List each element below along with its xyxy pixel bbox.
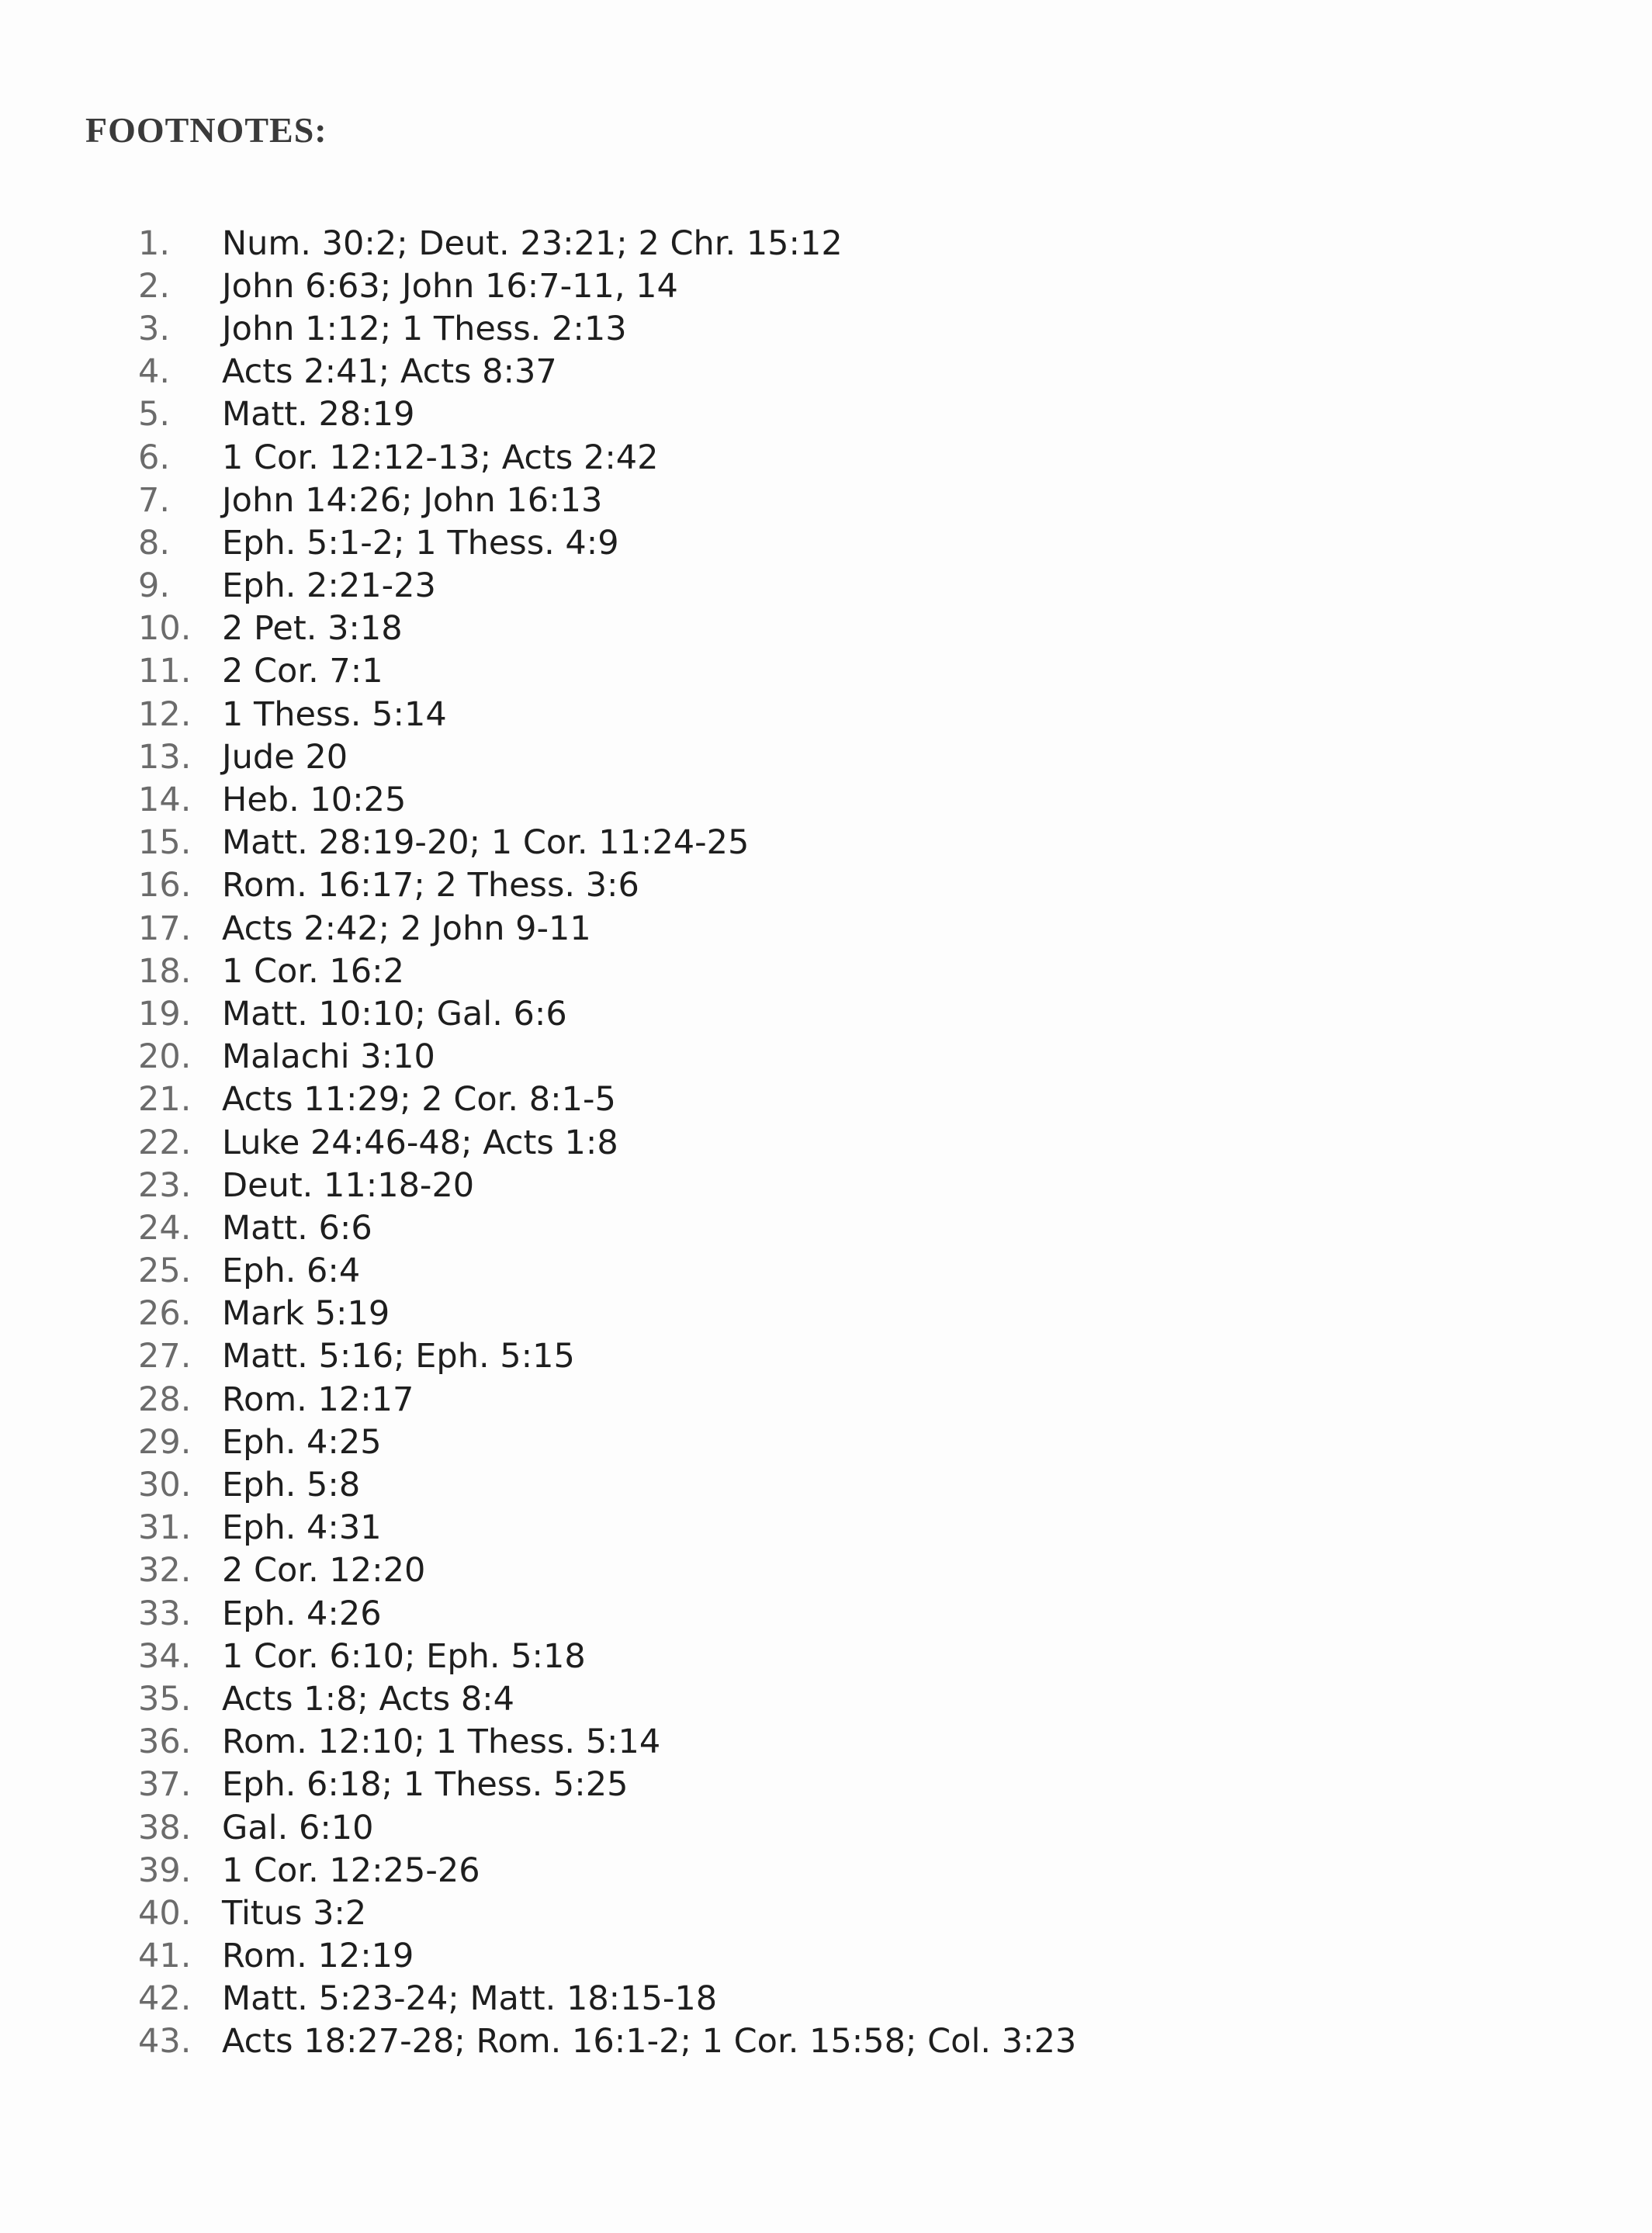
footnote-number: 41.: [138, 1937, 192, 1976]
footnote-number: 10.: [138, 609, 192, 649]
footnote-number: 14.: [138, 781, 192, 820]
footnote-reference: Mark 5:19: [222, 1294, 390, 1334]
footnote-reference: Eph. 5:1-2; 1 Thess. 4:9: [222, 523, 619, 563]
footnote-reference: Acts 18:27-28; Rom. 16:1-2; 1 Cor. 15:58; Col. 3:23: [222, 2022, 1077, 2062]
footnote-reference: Acts 1:8; Acts 8:4: [222, 1679, 515, 1719]
footnote-reference: John 14:26; John 16:13: [222, 480, 603, 520]
footnote-number: 25.: [138, 1252, 192, 1291]
footnote-item: [138, 693, 1076, 736]
footnote-item: [138, 521, 1076, 564]
footnote-item: [138, 778, 1076, 821]
footnote-reference: 1 Cor. 6:10; Eph. 5:18: [222, 1636, 586, 1676]
footnote-reference: 1 Cor. 12:12-13; Acts 2:42: [222, 438, 659, 477]
footnote-reference: Jude 20: [222, 737, 348, 777]
footnote-item: [138, 992, 1076, 1035]
footnote-number: 17.: [138, 909, 192, 948]
footnote-number: 42.: [138, 1979, 192, 2019]
footnote-item: [138, 1164, 1076, 1207]
footnote-number: 9.: [138, 566, 171, 606]
footnote-item: [138, 393, 1076, 436]
footnote-number: 36.: [138, 1722, 192, 1762]
footnote-number: 19.: [138, 994, 192, 1033]
footnote-number: 12.: [138, 694, 192, 734]
footnote-number: 35.: [138, 1679, 192, 1719]
footnote-number: 39.: [138, 1850, 192, 1890]
footnote-number: 31.: [138, 1508, 192, 1548]
footnote-item: [138, 608, 1076, 650]
footnote-number: 15.: [138, 823, 192, 863]
footnote-reference: Rom. 12:17: [222, 1380, 414, 1419]
footnote-item: [138, 1121, 1076, 1164]
footnote-reference: Eph. 5:8: [222, 1466, 361, 1505]
footnote-item: [138, 864, 1076, 907]
footnote-item: [138, 307, 1076, 350]
footnote-reference: Acts 11:29; 2 Cor. 8:1-5: [222, 1080, 616, 1120]
footnote-reference: John 6:63; John 16:7-11, 14: [222, 266, 678, 306]
footnote-item: [138, 436, 1076, 479]
footnote-reference: Titus 3:2: [222, 1893, 367, 1933]
footnote-item: [138, 950, 1076, 992]
footnote-number: 32.: [138, 1551, 192, 1591]
footnote-item: [138, 1250, 1076, 1293]
footnote-item: [138, 1635, 1076, 1677]
footnote-item: [138, 1293, 1076, 1335]
footnote-reference: Matt. 28:19: [222, 395, 415, 434]
footnote-reference: Eph. 6:4: [222, 1252, 361, 1291]
footnote-number: 37.: [138, 1765, 192, 1805]
footnote-number: 28.: [138, 1380, 192, 1419]
footnote-number: 27.: [138, 1337, 192, 1376]
footnote-reference: Gal. 6:10: [222, 1808, 374, 1847]
footnote-number: 22.: [138, 1123, 192, 1162]
footnote-number: 33.: [138, 1594, 192, 1633]
footnote-reference: Matt. 10:10; Gal. 6:6: [222, 994, 567, 1033]
footnote-item: [138, 479, 1076, 521]
footnote-number: 23.: [138, 1165, 192, 1205]
footnote-number: 2.: [138, 266, 171, 306]
footnote-number: 34.: [138, 1636, 192, 1676]
footnote-item: [138, 565, 1076, 608]
footnote-item: [138, 1892, 1076, 1934]
footnote-list: [138, 222, 1076, 2063]
footnote-item: [138, 1978, 1076, 2020]
footnote-number: 18.: [138, 951, 192, 991]
footnote-number: 6.: [138, 438, 171, 477]
footnote-number: 21.: [138, 1080, 192, 1120]
footnote-number: 29.: [138, 1422, 192, 1462]
footnote-reference: 2 Cor. 7:1: [222, 652, 383, 691]
page-heading: FOOTNOTES:: [85, 110, 327, 150]
footnote-reference: 2 Cor. 12:20: [222, 1551, 426, 1591]
footnote-reference: Rom. 16:17; 2 Thess. 3:6: [222, 866, 639, 905]
footnote-item: [138, 736, 1076, 778]
footnote-number: 11.: [138, 652, 192, 691]
footnote-reference: 1 Thess. 5:14: [222, 694, 447, 734]
footnote-item: [138, 1078, 1076, 1121]
footnote-number: 26.: [138, 1294, 192, 1334]
footnote-item: [138, 2020, 1076, 2063]
footnote-number: 13.: [138, 737, 192, 777]
footnote-item: [138, 1335, 1076, 1378]
footnote-number: 8.: [138, 523, 171, 563]
footnote-reference: Eph. 4:26: [222, 1594, 382, 1633]
footnote-number: 20.: [138, 1037, 192, 1077]
footnote-item: [138, 222, 1076, 265]
footnote-reference: Matt. 6:6: [222, 1208, 372, 1248]
footnote-number: 38.: [138, 1808, 192, 1847]
footnote-reference: Matt. 28:19-20; 1 Cor. 11:24-25: [222, 823, 750, 863]
footnote-reference: Matt. 5:23-24; Matt. 18:15-18: [222, 1979, 718, 2019]
footnote-reference: Acts 2:41; Acts 8:37: [222, 352, 557, 392]
footnote-number: 30.: [138, 1466, 192, 1505]
footnote-reference: 1 Cor. 16:2: [222, 951, 404, 991]
footnote-item: [138, 1592, 1076, 1635]
footnote-item: [138, 1721, 1076, 1764]
footnote-number: 3.: [138, 309, 171, 348]
footnote-item: [138, 351, 1076, 393]
footnote-reference: 2 Pet. 3:18: [222, 609, 403, 649]
footnote-number: 16.: [138, 866, 192, 905]
footnote-reference: Eph. 4:25: [222, 1422, 382, 1462]
footnote-item: [138, 1849, 1076, 1892]
footnote-item: [138, 1764, 1076, 1806]
footnote-item: [138, 822, 1076, 864]
footnote-item: [138, 650, 1076, 693]
footnote-item: [138, 1507, 1076, 1549]
footnote-number: 7.: [138, 480, 171, 520]
footnote-reference: Rom. 12:19: [222, 1937, 414, 1976]
footnote-number: 24.: [138, 1208, 192, 1248]
footnote-reference: Luke 24:46-48; Acts 1:8: [222, 1123, 618, 1162]
footnote-reference: John 1:12; 1 Thess. 2:13: [222, 309, 627, 348]
footnote-item: [138, 1806, 1076, 1849]
footnote-reference: Malachi 3:10: [222, 1037, 435, 1077]
footnote-item: [138, 1677, 1076, 1720]
footnote-reference: Eph. 6:18; 1 Thess. 5:25: [222, 1765, 629, 1805]
footnote-number: 5.: [138, 395, 171, 434]
footnote-reference: Matt. 5:16; Eph. 5:15: [222, 1337, 575, 1376]
footnote-item: [138, 1036, 1076, 1078]
footnote-number: 4.: [138, 352, 171, 392]
footnote-reference: Eph. 2:21-23: [222, 566, 436, 606]
footnote-item: [138, 1935, 1076, 1978]
footnote-reference: Eph. 4:31: [222, 1508, 382, 1548]
footnote-item: [138, 1207, 1076, 1249]
footnote-item: [138, 265, 1076, 307]
footnote-reference: Heb. 10:25: [222, 781, 407, 820]
footnote-reference: Num. 30:2; Deut. 23:21; 2 Chr. 15:12: [222, 223, 843, 263]
footnote-item: [138, 1463, 1076, 1506]
footnote-item: [138, 1549, 1076, 1592]
footnote-number: 43.: [138, 2022, 192, 2062]
footnote-number: 1.: [138, 223, 171, 263]
footnote-number: 40.: [138, 1893, 192, 1933]
footnote-reference: Acts 2:42; 2 John 9-11: [222, 909, 591, 948]
footnote-reference: Rom. 12:10; 1 Thess. 5:14: [222, 1722, 661, 1762]
footnote-item: [138, 907, 1076, 950]
footnote-reference: 1 Cor. 12:25-26: [222, 1850, 480, 1890]
footnote-reference: Deut. 11:18-20: [222, 1165, 475, 1205]
footnote-item: [138, 1378, 1076, 1421]
footnote-item: [138, 1421, 1076, 1463]
